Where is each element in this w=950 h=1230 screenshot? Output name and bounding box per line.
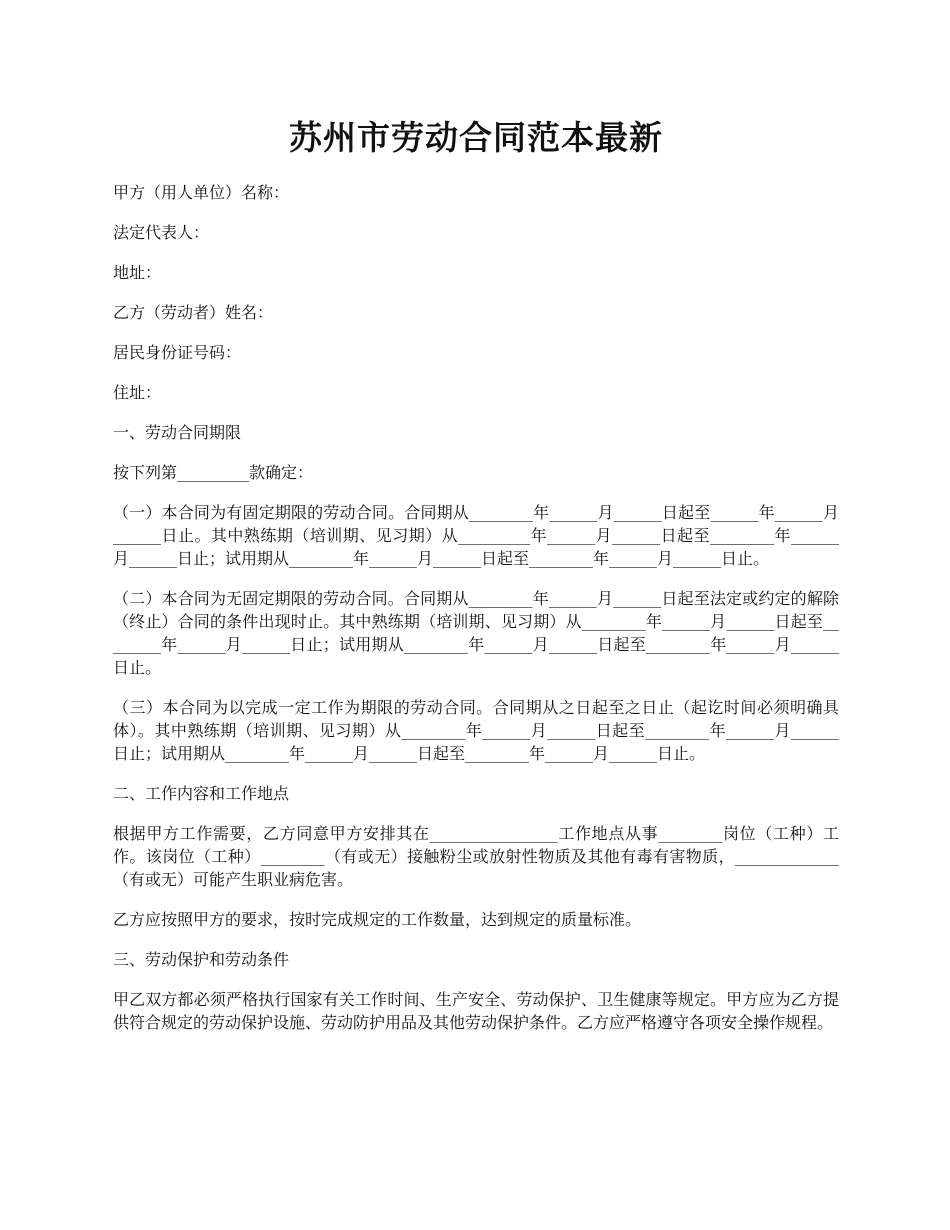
clause-fixed-term: （一）本合同为有固定期限的劳动合同。合同期从________年______月______日起至______年______月______日止。其中熟练期（培训期、见习期）从_________年______月______日起至________年______月______日止；试用期从________年______月______日起至________年______月______日止。 bbox=[113, 503, 839, 568]
labor-protection-paragraph: 甲乙双方都必须严格执行国家有关工作时间、生产安全、劳动保护、卫生健康等规定。甲方应为乙方提供符合规定的劳动保护设施、劳动防护用品及其他劳动保护条件。乙方应严格遵守各项安全操作规程。 bbox=[113, 990, 839, 1032]
clause-open-ended: （二）本合同为无固定期限的劳动合同。合同期从________年______月______日起至法定或约定的解除（终止）合同的条件出现时止。其中熟练期（培训期、见习期）从________年______月______日起至________年______月______日止；试用期从________年______月______日起至________年______月______日止。 bbox=[113, 589, 839, 677]
party-b-name-field: 乙方（劳动者）姓名： bbox=[113, 303, 274, 322]
section-heading: 三、劳动保护和劳动条件 bbox=[113, 950, 290, 969]
work-quality-paragraph: 乙方应按照甲方的要求，按时完成规定的工作数量，达到规定的质量标准。 bbox=[113, 910, 642, 929]
section-contract-term bbox=[113, 421, 839, 765]
clause-task-based: （三）本合同为以完成一定工作为期限的劳动合同。合同期从之日起至之日止（起讫时间必须明确具体）。其中熟练期（培训期、见习期）从________年______月______日起至________年______月______日止；试用期从________年______月______日起至________年______月______日止。 bbox=[113, 698, 839, 763]
section-heading: 一、劳动合同期限 bbox=[113, 423, 242, 442]
section-heading: 二、工作内容和工作地点 bbox=[113, 784, 290, 803]
section-labor-protection bbox=[113, 948, 839, 1034]
clause-selection-line: 按下列第_________款确定： bbox=[113, 463, 314, 482]
section-work-content bbox=[113, 782, 839, 931]
document-page bbox=[113, 0, 839, 1051]
party-a-name-field: 甲方（用人单位）名称： bbox=[113, 183, 290, 202]
id-number-field: 居民身份证号码： bbox=[113, 343, 242, 362]
document-title: 苏州市劳动合同范本最新 bbox=[289, 118, 663, 157]
party-info bbox=[113, 181, 839, 404]
legal-representative-field: 法定代表人： bbox=[113, 223, 210, 242]
party-a-address-field: 地址： bbox=[113, 263, 162, 282]
party-b-address-field: 住址： bbox=[113, 383, 162, 402]
work-location-paragraph: 根据甲方工作需要，乙方同意甲方安排其在________________工作地点从事________岗位（工种）工作。该岗位（工种）________（有或无）接触粉尘或放射性物质及其他有毒有害物质，_____________（有或无）可能产生职业病危害。 bbox=[113, 824, 839, 889]
